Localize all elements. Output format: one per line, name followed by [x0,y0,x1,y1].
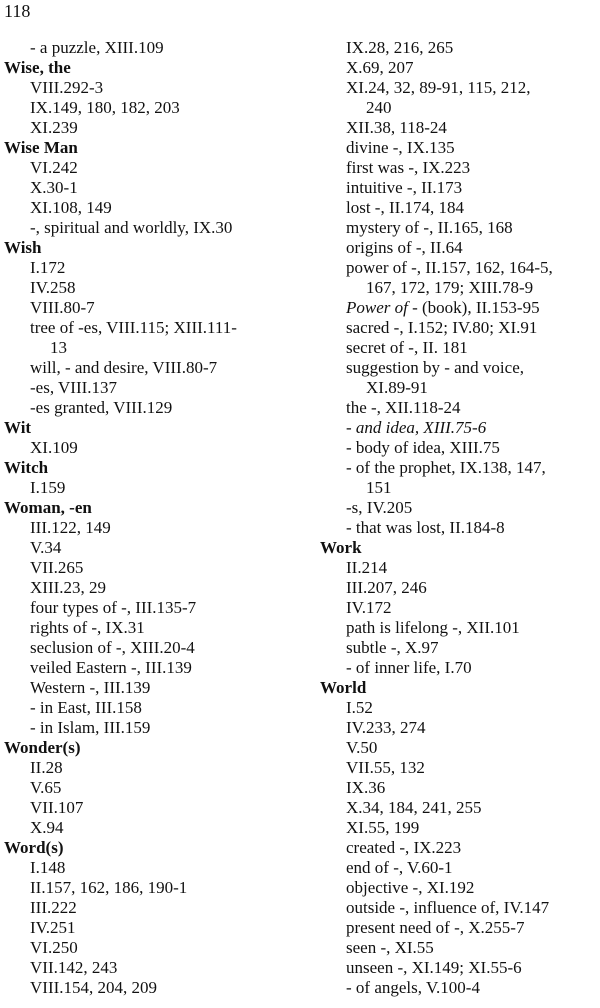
index-entry: II.214 [346,558,388,577]
index-entry: - body of idea, XIII.75 [346,438,500,457]
index-entry: XII.38, 118-24 [346,118,447,137]
index-entry: - and idea, XIII.75-6 [346,418,487,437]
index-entry: I.159 [30,478,66,497]
index-entry: XIII.23, 29 [30,578,107,597]
index-entry: XI.239 [30,118,78,137]
index-entry: end of -, V.60-1 [346,858,453,877]
index-entry: lost -, II.174, 184 [346,198,465,217]
index-entry: sacred -, I.152; IV.80; XI.91 [346,318,538,337]
page-number: 118 [4,1,31,21]
index-heading: Work [320,538,362,557]
index-entry: I.172 [30,258,66,277]
index-entry: I.52 [346,698,373,717]
index-heading: Wit [4,418,32,437]
index-entry: XI.109 [30,438,78,457]
index-entry-italic-part: Power of [346,298,408,317]
index-entry: rights of -, IX.31 [30,618,145,637]
index-entry: divine -, IX.135 [346,138,455,157]
index-entry: IV.233, 274 [346,718,426,737]
index-entry: suggestion by - and voice, [346,358,524,377]
index-entry: VII.142, 243 [30,958,118,977]
index-entry: XI.89-91 [366,378,428,397]
index-entry: X.34, 184, 241, 255 [346,798,482,817]
index-entry: created -, IX.223 [346,838,462,857]
index-entry: V.50 [346,738,378,757]
index-heading: Wise, the [4,58,71,77]
index-entry: -es granted, VIII.129 [30,398,173,417]
index-entry: VII.107 [30,798,84,817]
index-entry: V.34 [30,538,62,557]
index-entry: intuitive -, II.173 [346,178,463,197]
index-entry: VII.55, 132 [346,758,425,777]
index-entry: power of -, II.157, 162, 164-5, [346,258,553,277]
index-entry: IV.251 [30,918,76,937]
index-column-right [320,38,592,998]
index-entry: mystery of -, II.165, 168 [346,218,513,237]
index-entry: Western -, III.139 [30,678,151,697]
index-entry: will, - and desire, VIII.80-7 [30,358,218,377]
index-entry: the -, XII.118-24 [346,398,461,417]
index-entry: -, spiritual and worldly, IX.30 [30,218,233,237]
index-entry: III.122, 149 [30,518,111,537]
index-entry: - in East, III.158 [30,698,142,717]
index-entry: IX.36 [346,778,386,797]
index-heading: Witch [4,458,49,477]
index-entry: -es, VIII.137 [30,378,118,397]
index-entry: VIII.80-7 [30,298,95,317]
index-entry: tree of -es, VIII.115; XIII.111- [30,318,237,337]
index-heading: World [320,678,367,697]
index-entry [320,298,592,318]
index-entry: present need of -, X.255-7 [346,918,525,937]
index-heading: Wise Man [4,138,78,157]
index-entry: XI.24, 32, 89-91, 115, 212, [346,78,531,97]
index-entry: - in Islam, III.159 [30,718,151,737]
index-entry: X.94 [30,818,64,837]
index-entry: unseen -, XI.149; XI.55-6 [346,958,522,977]
index-entry: I.148 [30,858,66,877]
index-entry: IX.149, 180, 182, 203 [30,98,180,117]
index-entry: 151 [366,478,392,497]
index-entry: VIII.154, 204, 209 [30,978,158,997]
index-entry: outside -, influence of, IV.147 [346,898,550,917]
index-entry: veiled Eastern -, III.139 [30,658,192,677]
index-column-left [4,38,286,998]
index-entry: objective -, XI.192 [346,878,475,897]
index-entry: seen -, XI.55 [346,938,434,957]
index-entry: VI.242 [30,158,78,177]
index-entry: III.222 [30,898,77,917]
index-entry: VIII.292-3 [30,78,104,97]
index-entry: IV.172 [346,598,392,617]
index-entry: - of angels, V.100-4 [346,978,480,997]
index-entry: IX.28, 216, 265 [346,38,454,57]
index-entry: XI.108, 149 [30,198,112,217]
index-entry: -s, IV.205 [346,498,413,517]
index-entry: four types of -, III.135-7 [30,598,197,617]
index-entry: 13 [50,338,67,357]
index-heading: Word(s) [4,838,64,857]
index-entry: XI.55, 199 [346,818,420,837]
index-entry-rest: - (book), II.153-95 [407,298,540,317]
index-entry: first was -, IX.223 [346,158,471,177]
index-entry: secret of -, II. 181 [346,338,468,357]
index-entry: - of the prophet, IX.138, 147, [346,458,546,477]
index-entry: II.28 [30,758,63,777]
index-entry: path is lifelong -, XII.101 [346,618,520,637]
index-entry: X.69, 207 [346,58,414,77]
index-heading: Wonder(s) [4,738,81,757]
index-entry: V.65 [30,778,62,797]
index-entry: - of inner life, I.70 [346,658,472,677]
index-entry: subtle -, X.97 [346,638,439,657]
index-entry: VI.250 [30,938,78,957]
index-entry: seclusion of -, XIII.20-4 [30,638,195,657]
index-entry: III.207, 246 [346,578,427,597]
index-heading: Wish [4,238,42,257]
index-entry: X.30-1 [30,178,78,197]
index-entry: 240 [366,98,392,117]
index-entry: - a puzzle, XIII.109 [30,38,164,57]
index-entry: II.157, 162, 186, 190-1 [30,878,188,897]
index-entry: VII.265 [30,558,84,577]
index-entry: 167, 172, 179; XIII.78-9 [366,278,534,297]
index-entry: origins of -, II.64 [346,238,463,257]
index-entry: - that was lost, II.184-8 [346,518,505,537]
index-heading: Woman, -en [4,498,92,517]
index-entry: IV.258 [30,278,76,297]
